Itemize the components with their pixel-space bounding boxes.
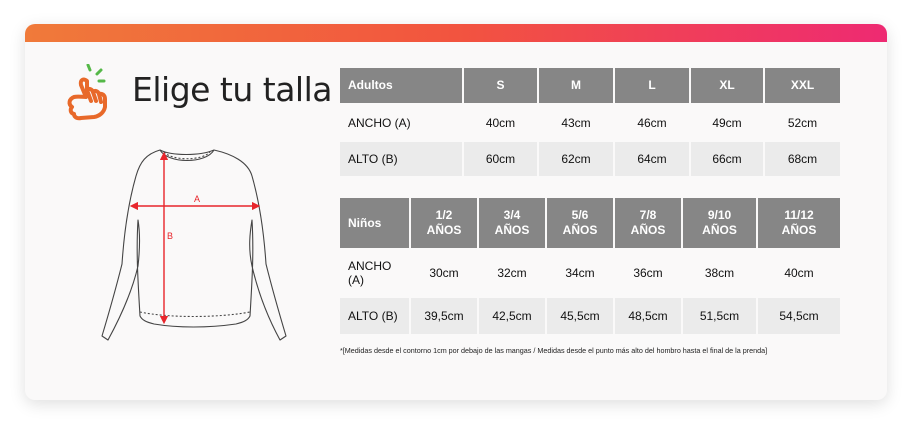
header-cell: S [464, 68, 539, 103]
table-cell: 34cm [547, 248, 615, 298]
header-cell: XXL [765, 68, 840, 103]
row-label: ANCHO (A) [340, 103, 464, 142]
table-cell: 46cm [615, 103, 691, 142]
table-cell: 60cm [464, 142, 539, 176]
table-header-row [340, 68, 840, 103]
header-cell: 3/4 AÑOS [479, 198, 547, 248]
label-b: B [167, 231, 174, 241]
table-cell: 43cm [539, 103, 615, 142]
shirt-diagram [68, 142, 308, 342]
table-cell: 54,5cm [758, 298, 840, 334]
pointing-hand-icon [58, 64, 120, 122]
table-row [340, 103, 840, 142]
table-cell: 40cm [758, 248, 840, 298]
table-cell: 32cm [479, 248, 547, 298]
size-guide-card [25, 24, 887, 400]
header-cell: 9/10 AÑOS [683, 198, 758, 248]
table-cell: 36cm [615, 248, 683, 298]
table-row [340, 298, 840, 334]
page-title: Elige tu talla [132, 70, 332, 109]
table-header-row [340, 198, 840, 248]
kids-size-table [340, 198, 840, 334]
row-label: ANCHO (A) [340, 248, 411, 298]
header-cell: 5/6 AÑOS [547, 198, 615, 248]
table-cell: 68cm [765, 142, 840, 176]
table-cell: 51,5cm [683, 298, 758, 334]
row-label: ALTO (B) [340, 298, 411, 334]
footnote: *[Medidas desde el contorno 1cm por debajo de las mangas / Medidas desde el punto más alto del hombro hasta el final de la prenda] [340, 346, 768, 355]
table-cell: 30cm [411, 248, 479, 298]
adult-size-table [340, 68, 840, 176]
header-cell: M [539, 68, 615, 103]
header-cell: 1/2 AÑOS [411, 198, 479, 248]
table-cell: 52cm [765, 103, 840, 142]
header-cell: XL [691, 68, 765, 103]
table-cell: 39,5cm [411, 298, 479, 334]
table-cell: 64cm [615, 142, 691, 176]
table-row [340, 248, 840, 298]
header-cell: 7/8 AÑOS [615, 198, 683, 248]
shirt-outline [102, 150, 286, 340]
header-cell: 11/12 AÑOS [758, 198, 840, 248]
accent-bar [25, 24, 887, 42]
header-cell: Niños [340, 198, 411, 248]
table-cell: 62cm [539, 142, 615, 176]
label-a: A [194, 194, 201, 204]
table-cell: 42,5cm [479, 298, 547, 334]
table-cell: 66cm [691, 142, 765, 176]
table-cell: 38cm [683, 248, 758, 298]
header-cell: L [615, 68, 691, 103]
table-cell: 49cm [691, 103, 765, 142]
table-cell: 40cm [464, 103, 539, 142]
row-label: ALTO (B) [340, 142, 464, 176]
table-cell: 48,5cm [615, 298, 683, 334]
table-cell: 45,5cm [547, 298, 615, 334]
table-row [340, 142, 840, 176]
header-cell: Adultos [340, 68, 464, 103]
